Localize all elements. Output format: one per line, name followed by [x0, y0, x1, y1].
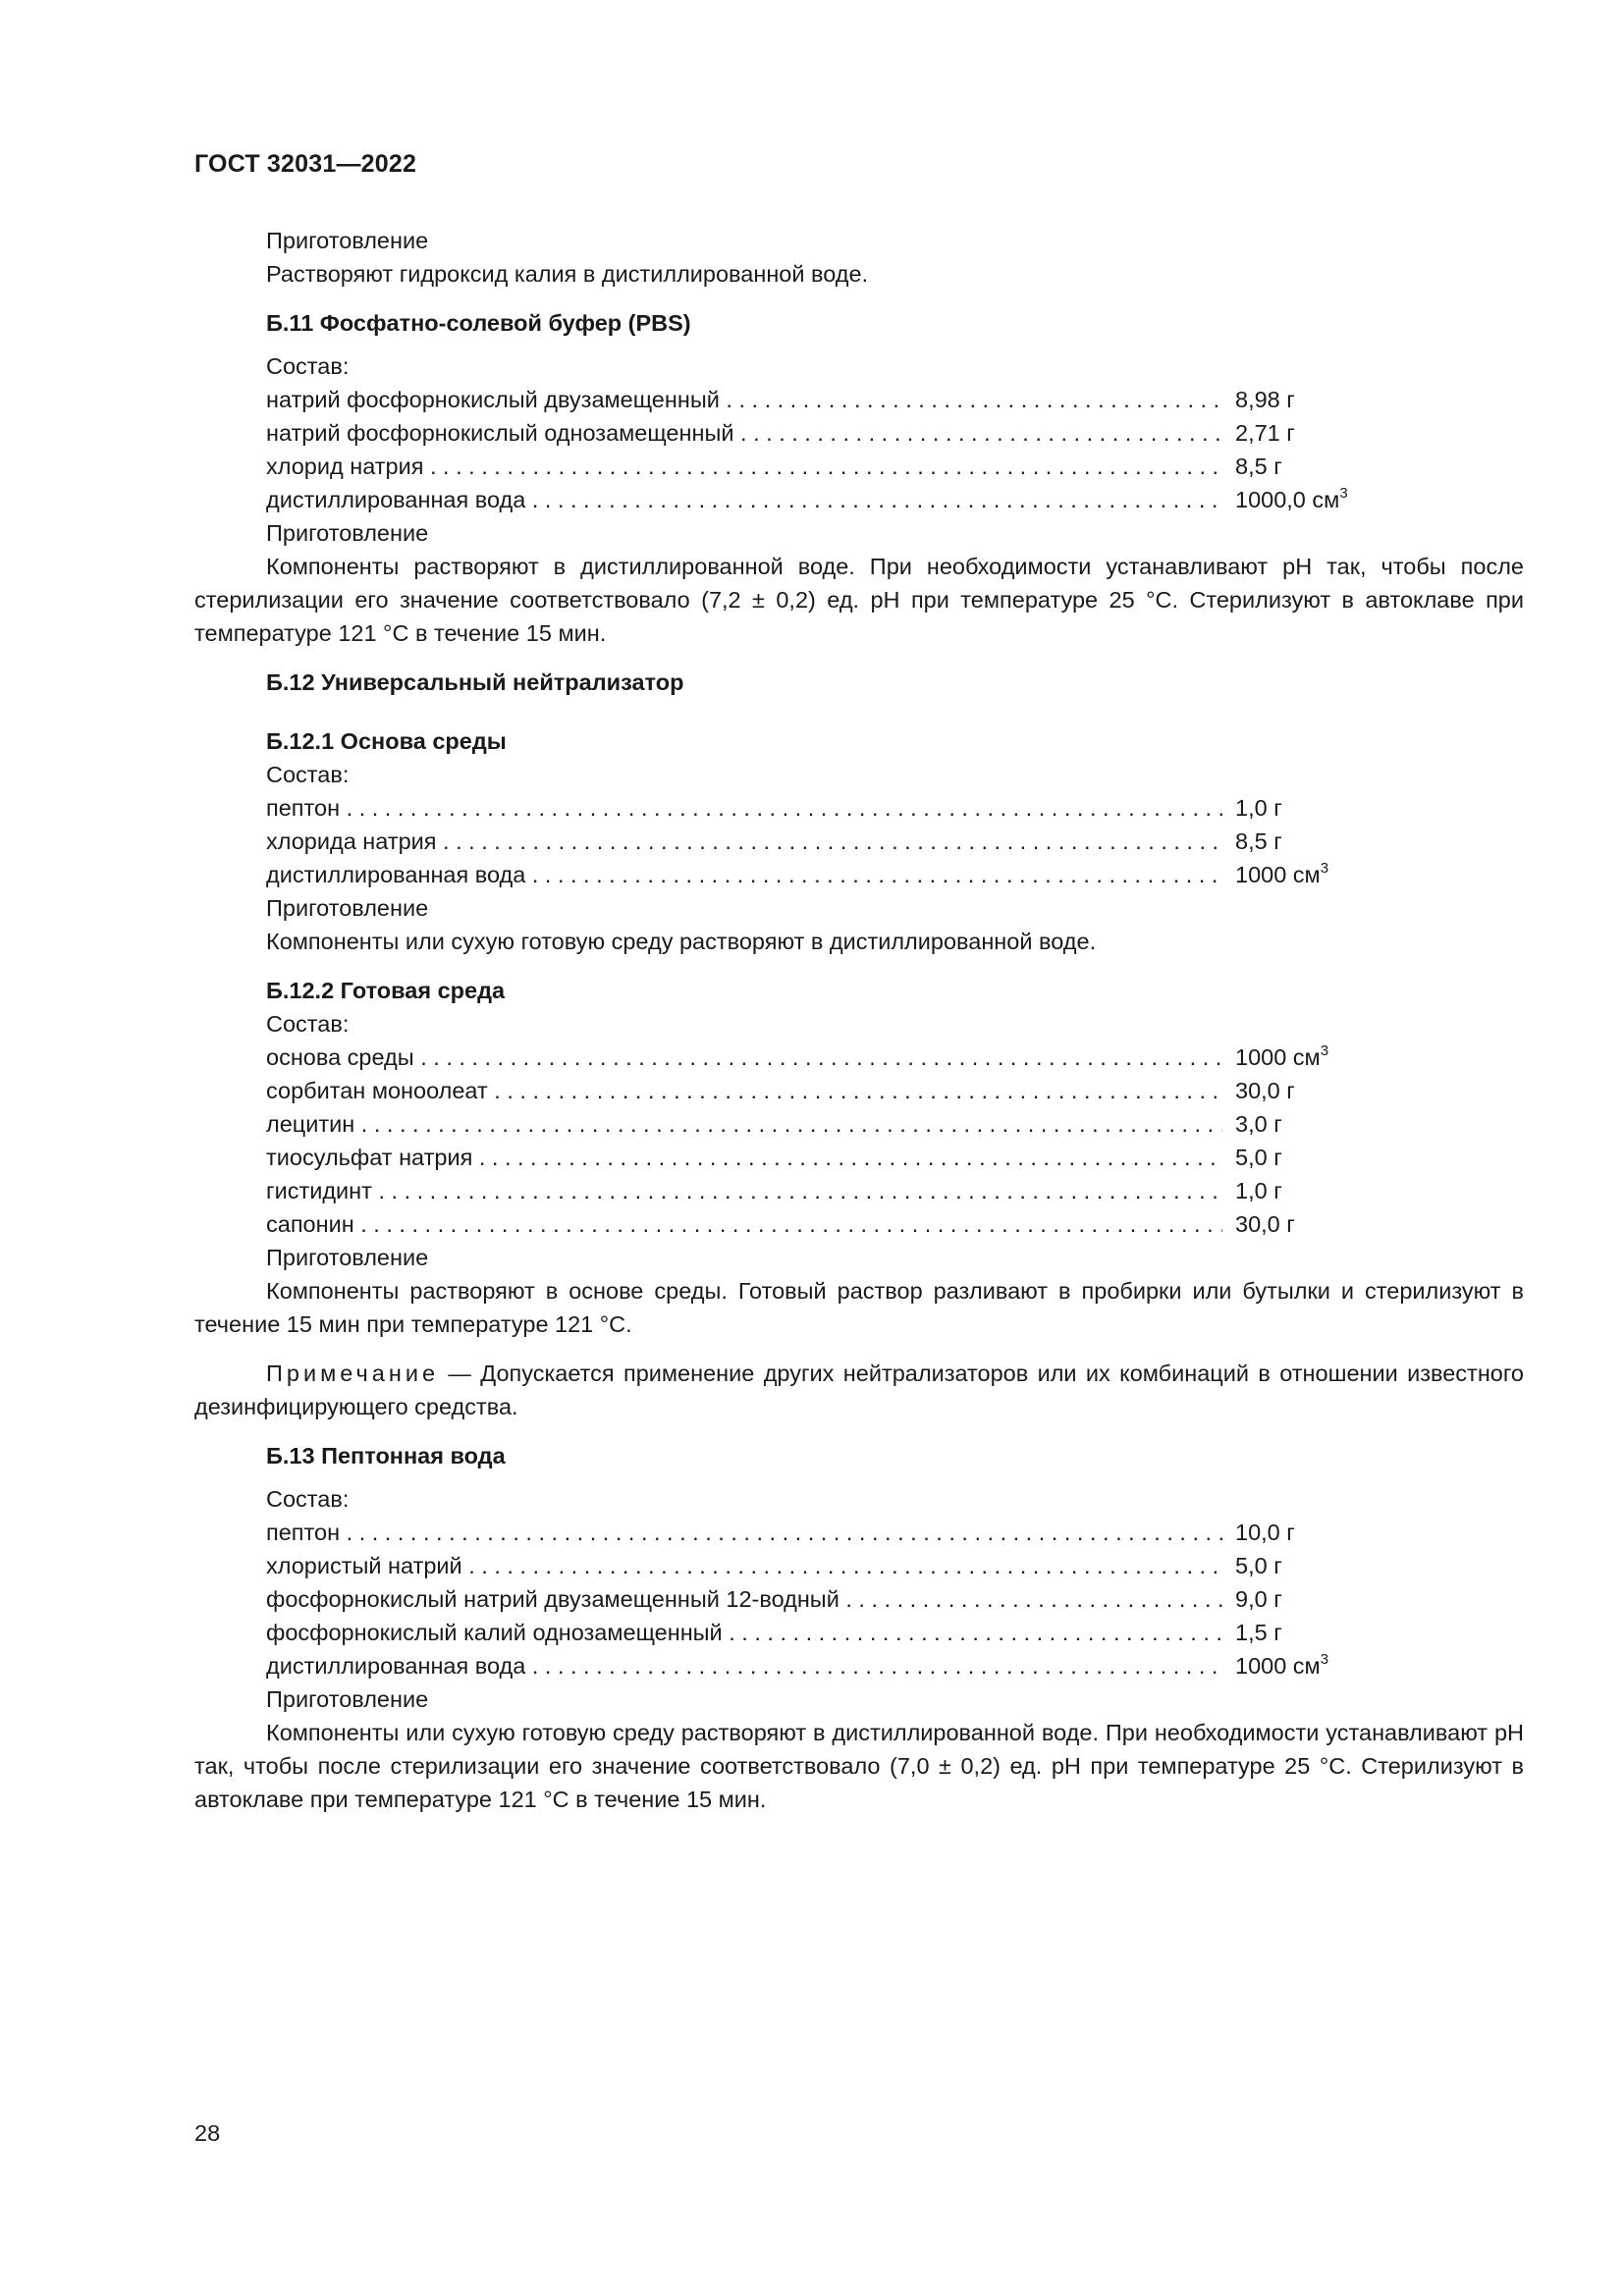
composition-label: Состав:: [266, 762, 350, 787]
ingredient-amount: 1000 см: [1235, 1653, 1321, 1679]
ingredient-amount: 2,71 г: [1235, 420, 1295, 446]
note-text: — Допускается применение других нейтрализаторов или их комбинаций в отношении известного дезинфицирующего средства.: [194, 1361, 1524, 1419]
page-number: 28: [194, 2120, 221, 2146]
ingredient-amount: 1,0 г: [1235, 795, 1282, 821]
ingredient-amount: 1000,0 см: [1235, 487, 1340, 512]
ingredient-amount: 8,5 г: [1235, 828, 1282, 854]
ingredient-name: фосфорнокислый натрий двузамещенный 12-водный . . .: [266, 1582, 1222, 1616]
ingredient-name: натрий фосфорнокислый двузамещенный . . .: [266, 383, 1222, 416]
ingredient-amount: 30,0 г: [1235, 1078, 1295, 1103]
page-content: [194, 224, 1524, 1816]
ingredient-name: хлорид натрия . . .: [266, 450, 1222, 483]
composition-row: [194, 1207, 1524, 1241]
ingredient-amount-wrap: [1235, 1041, 1328, 1074]
ingredient-amount-wrap: [1235, 1649, 1328, 1682]
subsection-heading-b12-2: Б.12.2 Готовая среда: [266, 978, 506, 1003]
ingredient-amount: 1,0 г: [1235, 1178, 1282, 1203]
composition-row: [194, 825, 1524, 858]
composition-row: [194, 1174, 1524, 1207]
preparation-text: Растворяют гидроксид калия в дистиллированной воде.: [266, 261, 869, 287]
preparation-text: Компоненты или сухую готовую среду растворяют в дистиллированной воде. При необходимости устанавливают pH так, чтобы после стерилизации его значение соответствовало (7,0 ± 0,2) ед. pH при температуре 25 °С. Стерилизуют в автоклаве при температуре 121 °С в течение 15 мин.: [194, 1720, 1524, 1812]
ingredient-amount: 8,5 г: [1235, 454, 1282, 479]
composition-row: [194, 1107, 1524, 1141]
section-heading-b12: Б.12 Универсальный нейтрализатор: [266, 669, 684, 695]
composition-label: Состав:: [266, 353, 350, 379]
composition-row: [194, 483, 1524, 516]
ingredient-amount: 5,0 г: [1235, 1145, 1282, 1170]
composition-row: [194, 450, 1524, 483]
ingredient-amount-wrap: [1235, 858, 1328, 891]
ingredient-amount: 9,0 г: [1235, 1586, 1282, 1612]
ingredient-name: фосфорнокислый калий однозамещенный . . .: [266, 1616, 1222, 1649]
subsection-heading-b12-1: Б.12.1 Основа среды: [266, 728, 507, 754]
superscript: 3: [1320, 860, 1329, 877]
section-heading-b11: Б.11 Фосфатно-солевой буфер (PBS): [266, 310, 691, 336]
section-heading-b13: Б.13 Пептонная вода: [266, 1443, 506, 1468]
composition-row: [194, 858, 1524, 891]
composition-row: [194, 416, 1524, 450]
ingredient-amount-wrap: [1235, 483, 1348, 516]
ingredient-name: сорбитан моноолеат . . .: [266, 1074, 1222, 1107]
ingredient-name: сапонин . . .: [266, 1207, 1222, 1241]
preparation-label: Приготовление: [266, 520, 429, 546]
ingredient-name: тиосульфат натрия . . .: [266, 1141, 1222, 1174]
ingredient-name: пептон . . .: [266, 1516, 1222, 1549]
composition-row: [194, 1549, 1524, 1582]
preparation-label: Приготовление: [266, 1245, 429, 1270]
ingredient-amount: 30,0 г: [1235, 1211, 1295, 1237]
note-label: Примечание: [266, 1361, 440, 1386]
preparation-label: Приготовление: [266, 228, 429, 253]
preparation-label: Приготовление: [266, 895, 429, 921]
ingredient-name: дистиллированная вода . . .: [266, 858, 1222, 891]
ingredient-amount: 1,5 г: [1235, 1620, 1282, 1645]
composition-row: [194, 1649, 1524, 1682]
composition-row: [194, 1141, 1524, 1174]
composition-row: [194, 1516, 1524, 1549]
ingredient-name: дистиллированная вода . . .: [266, 1649, 1222, 1682]
composition-row: [194, 1616, 1524, 1649]
composition-row: [194, 383, 1524, 416]
composition-label: Состав:: [266, 1486, 350, 1512]
ingredient-name: основа среды . . .: [266, 1041, 1222, 1074]
composition-row: [194, 1041, 1524, 1074]
ingredient-amount: 1000 см: [1235, 862, 1321, 887]
preparation-text: Компоненты растворяют в основе среды. Готовый раствор разливают в пробирки или бутылки и стерилизуют в течение 15 мин при температуре 121 °С.: [194, 1278, 1524, 1337]
ingredient-amount: 5,0 г: [1235, 1553, 1282, 1578]
ingredient-name: дистиллированная вода . . .: [266, 483, 1222, 516]
composition-row: [194, 1582, 1524, 1616]
preparation-text: Компоненты растворяют в дистиллированной воде. При необходимости устанавливают pH так, чтобы после стерилизации его значение соответствовало (7,2 ± 0,2) ед. pH при температуре 25 °С. Стерилизуют в автоклаве при температуре 121 °С в течение 15 мин.: [194, 554, 1524, 646]
composition-label: Состав:: [266, 1011, 350, 1037]
standard-number: ГОСТ 32031—2022: [194, 150, 417, 178]
ingredient-name: хлорида натрия . . .: [266, 825, 1222, 858]
ingredient-name: лецитин . . .: [266, 1107, 1222, 1141]
ingredient-name: гистидинт . . .: [266, 1174, 1222, 1207]
ingredient-name: пептон . . .: [266, 791, 1222, 825]
composition-row: [194, 1074, 1524, 1107]
composition-row: [194, 791, 1524, 825]
ingredient-amount: 1000 см: [1235, 1044, 1321, 1070]
ingredient-amount: 10,0 г: [1235, 1520, 1295, 1545]
preparation-label: Приготовление: [266, 1686, 429, 1712]
note: [194, 1357, 1524, 1423]
superscript: 3: [1320, 1651, 1329, 1668]
ingredient-amount: 3,0 г: [1235, 1111, 1282, 1137]
superscript: 3: [1320, 1042, 1329, 1059]
superscript: 3: [1339, 485, 1348, 502]
ingredient-name: натрий фосфорнокислый однозамещенный . . .: [266, 416, 1222, 450]
ingredient-amount: 8,98 г: [1235, 387, 1295, 412]
preparation-text: Компоненты или сухую готовую среду растворяют в дистиллированной воде.: [266, 929, 1097, 954]
ingredient-name: хлористый натрий . . .: [266, 1549, 1222, 1582]
